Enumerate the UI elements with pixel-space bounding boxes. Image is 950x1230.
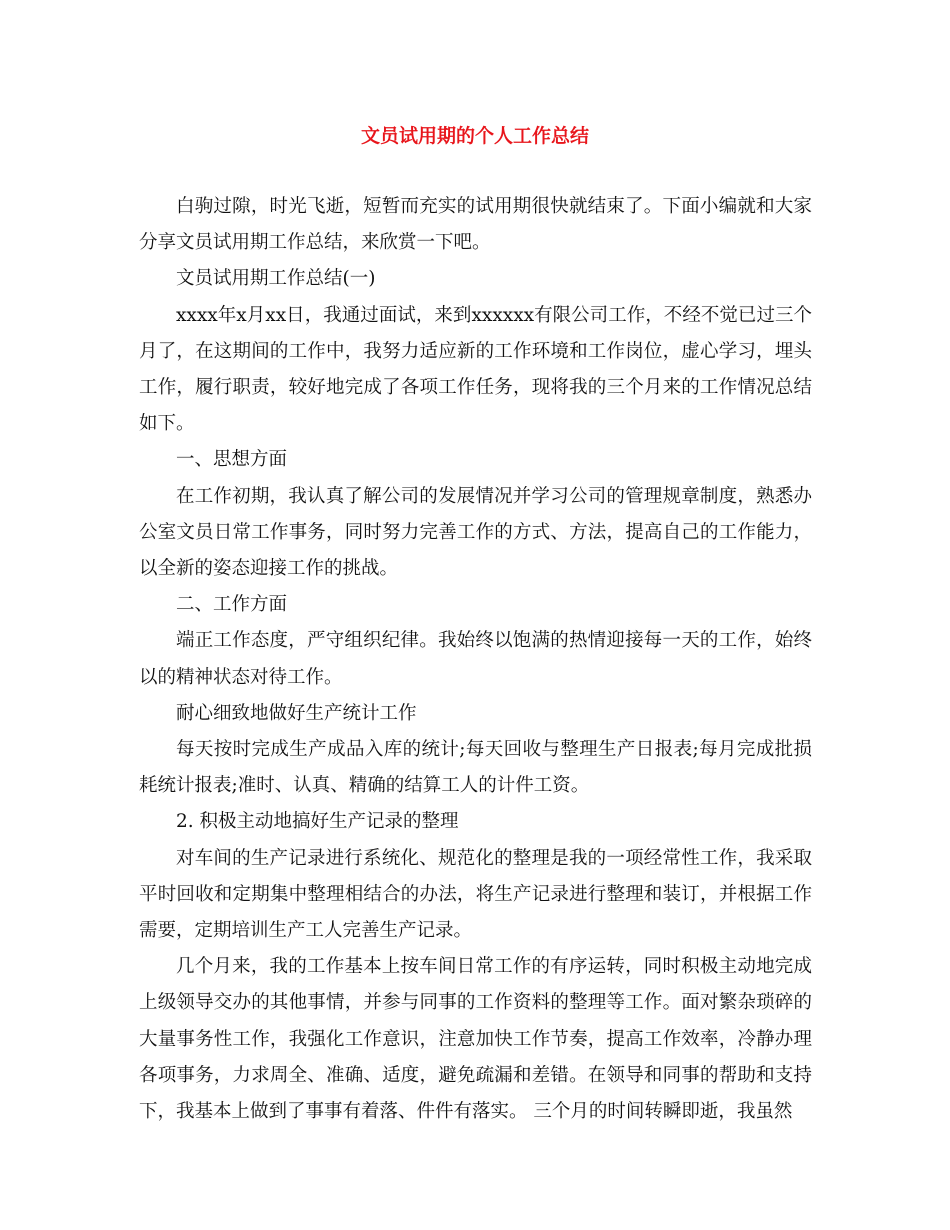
paragraph-overview: xxxx年x月xx日，我通过面试，来到xxxxxx有限公司工作，不经不觉已过三个月了，在这期间的工作中，我努力适应新的工作环境和工作岗位，虚心学习，埋头工作，履行职责，较好地完成了各项工作任务，现将我的三个月来的工作情况总结如下。 <box>139 304 812 435</box>
document-title: 文员试用期的个人工作总结 <box>360 125 589 147</box>
paragraph-statistics: 每天按时完成生产成品入库的统计;每天回收与整理生产日报表;每月完成批损耗统计报表;准时、认真、精确的结算工人的计件工资。 <box>139 739 812 797</box>
paragraph-summary: 几个月来，我的工作基本上按车间日常工作的有序运转，同时积极主动地完成上级领导交办的其他事情，并参与同事的工作资料的整理等工作。面对繁杂琐碎的大量事务性工作，我强化工作意识，注意加快工作节奏，提高工作效率，冷静办理各项事务，力求周全、准确、适度，避免疏漏和差错。在领导和同事的帮助和支持下，我基本上做到了事事有着落、件件有落实。 三个月的时间转瞬即逝，我虽然 <box>139 956 812 1123</box>
section-heading-summary-one: 文员试用期工作总结(一) <box>176 268 376 290</box>
paragraph-intro: 白驹过隙，时光飞逝，短暂而充实的试用期很快就结束了。下面小编就和大家分享文员试用期工作总结，来欣赏一下吧。 <box>139 196 812 254</box>
paragraph-thinking: 在工作初期，我认真了解公司的发展情况并学习公司的管理规章制度，熟悉办公室文员日常工作事务，同时努力完善工作的方式、方法，提高自己的工作能力，以全新的姿态迎接工作的挑战。 <box>139 485 812 580</box>
paragraph-attitude: 端正工作态度，严守组织纪律。我始终以饱满的热情迎接每一天的工作，始终以的精神状态对待工作。 <box>139 630 812 688</box>
subheading-statistics: 耐心细致地做好生产统计工作 <box>176 702 417 724</box>
paragraph-records: 对车间的生产记录进行系统化、规范化的整理是我的一项经常性工作，我采取平时回收和定期集中整理相结合的办法，将生产记录进行整理和装订，并根据工作需要，定期培训生产工人完善生产记录。 <box>139 847 812 942</box>
section-heading-work: 二、工作方面 <box>176 594 288 616</box>
document-body <box>139 189 812 1130</box>
section-heading-thinking: 一、思想方面 <box>176 449 288 471</box>
subheading-records: 2. 积极主动地搞好生产记录的整理 <box>176 811 459 833</box>
